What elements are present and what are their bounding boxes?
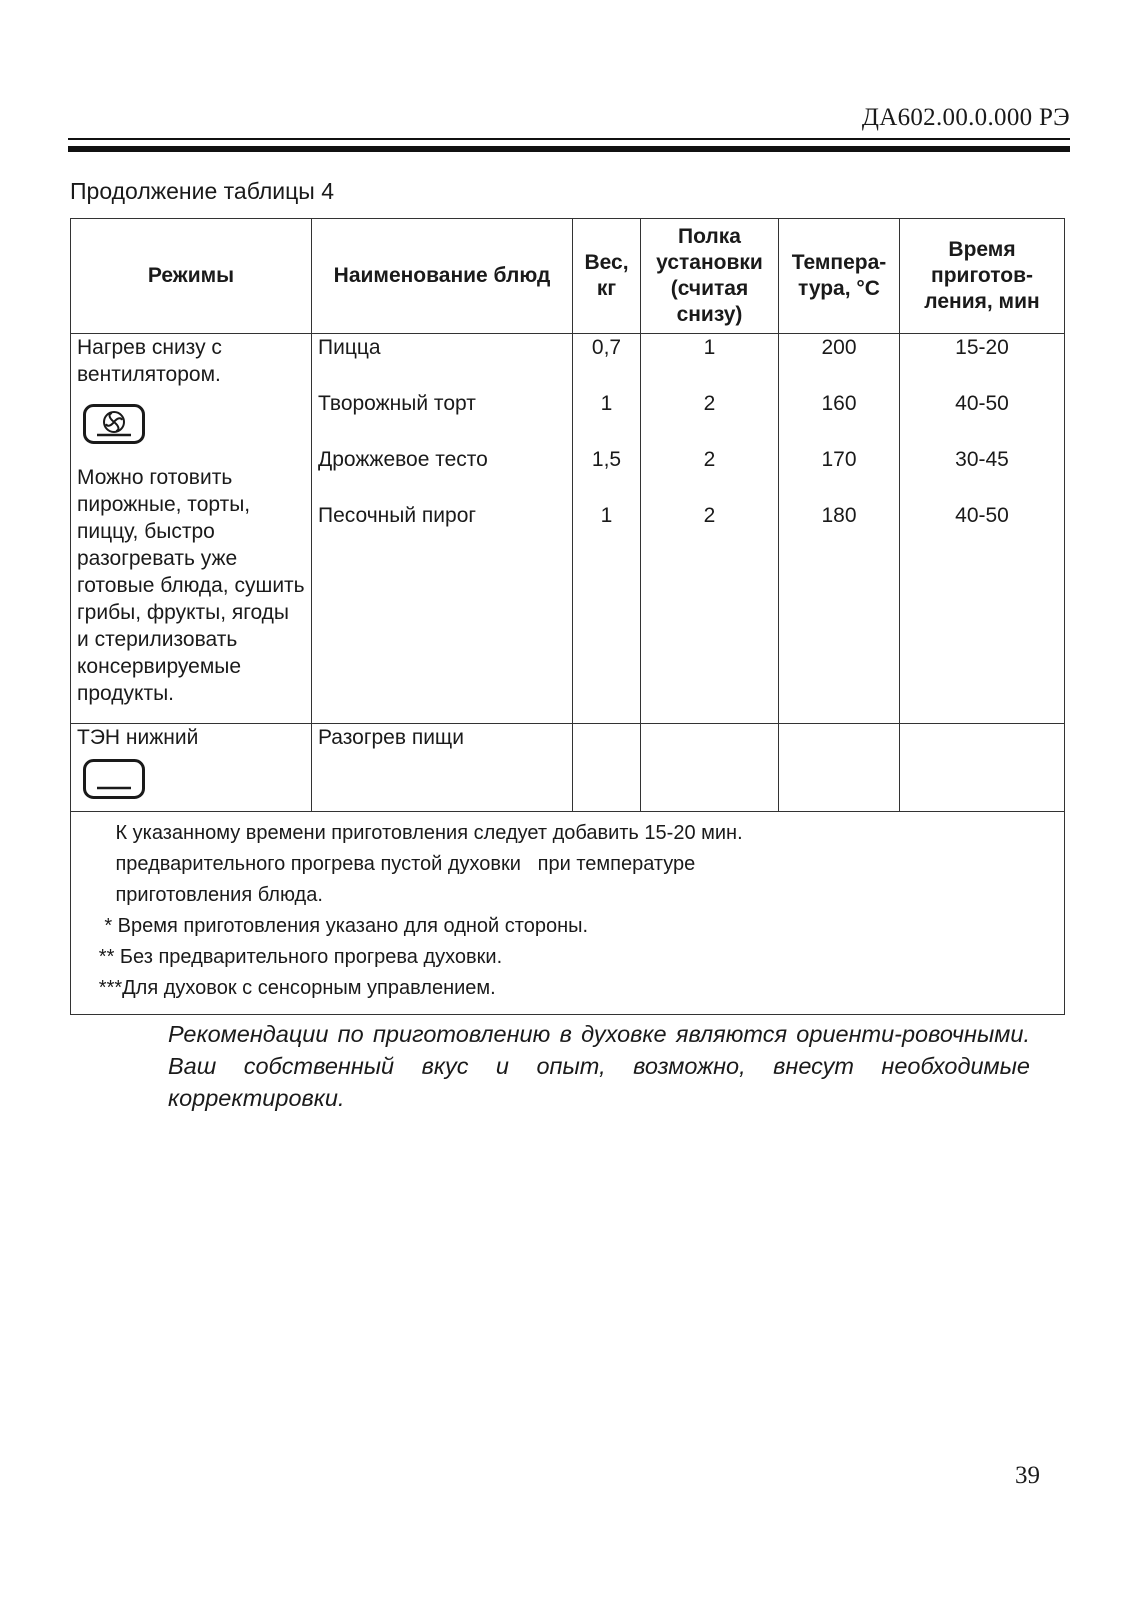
note-line: ***Для духовок с сенсорным управлением. <box>71 977 496 999</box>
shelf-value: 2 <box>703 392 716 415</box>
note-line: * Время приготовления указано для одной стороны. <box>71 915 589 937</box>
cooking-table <box>70 218 1065 1015</box>
time-cell <box>900 724 1065 812</box>
mode-title: ТЭН нижний <box>77 726 199 749</box>
mode-cell <box>71 334 312 724</box>
shelf-value: 2 <box>703 504 716 527</box>
temperature-value: 200 <box>821 336 857 359</box>
table-header-row <box>71 219 1065 334</box>
header-dish-name: Наименование блюд <box>312 219 573 334</box>
notes-cell <box>71 812 1065 1015</box>
mode-cell <box>71 724 312 812</box>
time-value: 30-45 <box>955 448 1009 471</box>
temperature-cell <box>779 334 900 724</box>
shelf-value: 1 <box>703 336 716 359</box>
temperature-cell <box>779 724 900 812</box>
note-line: ** Без предварительного прогрева духовки. <box>71 946 503 968</box>
weight-value: 1 <box>600 504 613 527</box>
fan-bottom-heat-icon <box>83 404 145 444</box>
mode-title: Нагрев снизу с вентилятором. <box>77 336 222 386</box>
recommendation-paragraph: Рекомендации по приготовлению в духовке являются ориенти-ровочными. Ваш собственный вкус и опыт, возможно, внесут необходимые корректировки. <box>168 1021 1030 1111</box>
dish-name: Пицца <box>318 336 381 359</box>
weight-value: 1 <box>600 392 613 415</box>
header-temperature: Темпера- тура, °С <box>779 219 900 334</box>
dish-name: Дрожжевое тесто <box>318 448 488 471</box>
page-number: 39 <box>1015 1462 1040 1489</box>
header-modes: Режимы <box>71 219 312 334</box>
note-line: предварительного прогрева пустой духовки при температуре <box>71 853 696 875</box>
weight-value: 1,5 <box>591 448 622 471</box>
header-cooking-time: Время приготов- ления, мин <box>900 219 1065 334</box>
dish-cell <box>312 334 573 724</box>
dish-name: Творожный торт <box>318 392 476 415</box>
document-code: ДА602.00.0.000 РЭ <box>861 104 1070 131</box>
weight-cell <box>573 724 641 812</box>
temperature-value: 160 <box>821 392 857 415</box>
weight-value: 0,7 <box>591 336 622 359</box>
temperature-value: 180 <box>821 504 857 527</box>
table-caption: Продолжение таблицы 4 <box>70 178 335 204</box>
weight-cell <box>573 334 641 724</box>
header-rule-thin <box>68 138 1070 140</box>
header-weight: Вес, кг <box>573 219 641 334</box>
dish-cell <box>312 724 573 812</box>
table-row <box>71 724 1065 812</box>
mode-description: Можно готовить пирожные, торты, пиццу, быстро разогревать уже готовые блюда, сушить грибы, фрукты, ягоды и стерилизовать консервируемые продукты. <box>77 466 305 705</box>
note-line: К указанному времени приготовления следует добавить 15-20 мин. <box>71 822 743 844</box>
note-line: приготовления блюда. <box>71 884 323 906</box>
shelf-value: 2 <box>703 448 716 471</box>
shelf-cell <box>641 724 779 812</box>
time-cell <box>900 334 1065 724</box>
header-shelf: Полка установки (считая снизу) <box>641 219 779 334</box>
temperature-value: 170 <box>821 448 857 471</box>
time-value: 40-50 <box>955 504 1009 527</box>
notes-row <box>71 812 1065 1015</box>
header-rule-thick <box>68 146 1070 152</box>
dish-name: Разогрев пищи <box>318 726 464 749</box>
bottom-heater-icon <box>83 759 145 799</box>
shelf-cell <box>641 334 779 724</box>
time-value: 40-50 <box>955 392 1009 415</box>
table-row <box>71 334 1065 724</box>
dish-name: Песочный пирог <box>318 504 477 527</box>
time-value: 15-20 <box>955 336 1009 359</box>
